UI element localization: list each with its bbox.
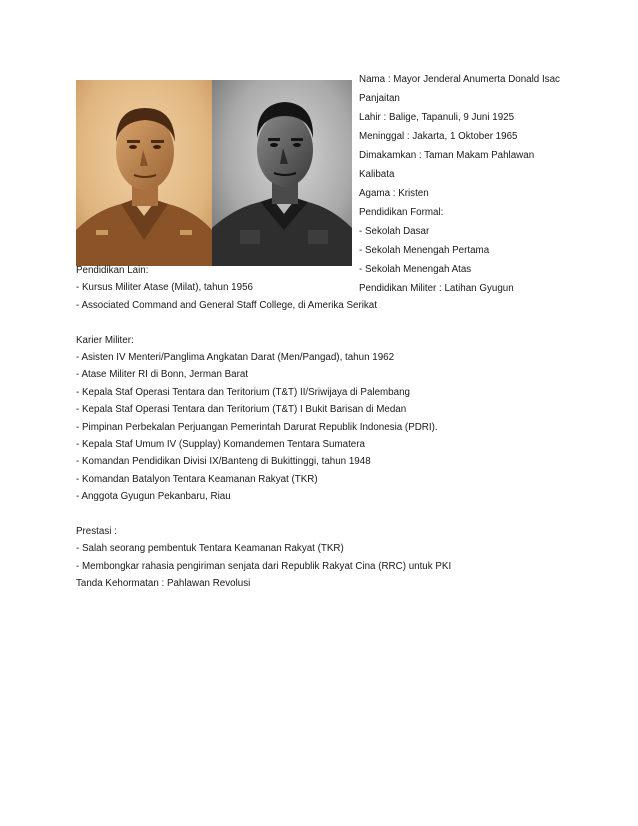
tanda-kehormatan: Tanda Kehormatan : Pahlawan Revolusi [76,578,251,590]
portrait-photo-bw [212,80,352,266]
section-heading-karier-militer: Karier Militer: [76,334,134,346]
list-item: - Kepala Staf Operasi Tentara dan Teritorium (T&T) II/Sriwijaya di Palembang [76,386,410,398]
profile-line: Panjaitan [359,93,400,104]
profile-line: Pendidikan Militer : Latihan Gyugun [359,283,514,294]
list-item: - Pimpinan Perbekalan Perjuangan Pemerintah Darurat Republik Indonesia (PDRI). [76,421,438,433]
list-item: - Membongkar rahasia pengiriman senjata dari Republik Rakyat Cina (RRC) untuk PKI [76,560,452,572]
list-item: - Kepala Staf Operasi Tentara dan Teritorium (T&T) I Bukit Barisan di Medan [76,404,407,416]
profile-line: - Sekolah Dasar [359,226,430,237]
profile-line: - Sekolah Menengah Pertama [359,245,490,256]
section-heading-prestasi: Prestasi : [76,525,117,537]
list-item: - Komandan Batalyon Tentara Keamanan Rakyat (TKR) [76,473,318,485]
profile-line: Nama : Mayor Jenderal Anumerta Donald Isac [359,74,560,85]
list-item: - Asisten IV Menteri/Panglima Angkatan Darat (Men/Pangad), tahun 1962 [76,351,395,363]
profile-line: Meninggal : Jakarta, 1 Oktober 1965 [359,131,518,142]
profile-line: Pendidikan Formal: [359,207,444,218]
list-item: - Kepala Staf Umum IV (Supplay) Komandemen Tentara Sumatera [76,438,365,450]
list-item: - Salah seorang pembentuk Tentara Keamanan Rakyat (TKR) [76,543,344,555]
biography-body [76,262,451,592]
list-item: - Associated Command and General Staff College, di Amerika Serikat [76,299,377,311]
profile-line: Dimakamkan : Taman Makam Pahlawan [359,150,535,161]
list-item: - Atase Militer RI di Bonn, Jerman Barat [76,369,249,381]
list-item: - Anggota Gyugun Pekanbaru, Riau [76,491,231,503]
list-item: - Kursus Militer Atase (Milat), tahun 1956 [76,282,253,294]
profile-line: - Sekolah Menengah Atas [359,264,472,275]
profile-line: Lahir : Balige, Tapanuli, 9 Juni 1925 [359,112,515,123]
portrait-photo-sepia [76,80,212,266]
profile-line: Kalibata [359,169,395,180]
profile-line: Agama : Kristen [359,188,429,199]
list-item: - Komandan Pendidikan Divisi IX/Banteng di Bukittinggi, tahun 1948 [76,456,371,468]
section-heading-pendidikan-lain: Pendidikan Lain: [76,265,149,276]
